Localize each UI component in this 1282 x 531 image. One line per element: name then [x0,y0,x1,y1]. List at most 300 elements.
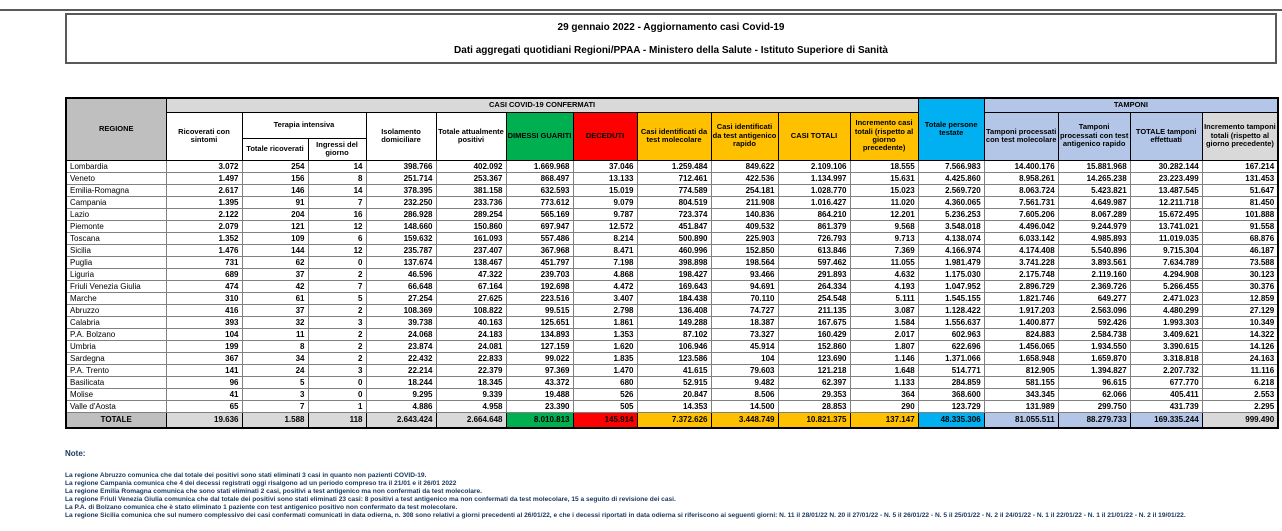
value-cell: 1.353 [573,328,637,340]
value-cell: 1.175.030 [918,268,984,280]
table-row [66,220,1278,232]
value-cell: 254 [242,160,308,172]
value-cell: 12.201 [850,208,918,220]
table-row [66,208,1278,220]
value-cell: 45.914 [711,340,778,352]
value-cell: 409.532 [711,220,778,232]
table-row [66,328,1278,340]
value-cell: 2 [308,268,366,280]
total-value-cell: 2.643.424 [366,412,436,428]
value-cell: 184.438 [637,292,711,304]
value-cell: 4.649.987 [1058,196,1130,208]
value-cell: 622.696 [918,340,984,352]
region-cell: Valle d'Aosta [66,400,166,412]
value-cell: 235.787 [366,244,436,256]
value-cell: 14 [308,184,366,196]
value-cell: 4.425.860 [918,172,984,184]
region-cell: Abruzzo [66,304,166,316]
value-cell: 8.063.724 [984,184,1058,196]
value-cell: 167.675 [778,316,850,328]
value-cell: 141 [166,364,242,376]
table-row [66,316,1278,328]
value-cell: 13.133 [573,172,637,184]
value-cell: 15.023 [850,184,918,196]
value-cell: 108.822 [436,304,506,316]
value-cell: 152.860 [778,340,850,352]
region-cell: Calabria [66,316,166,328]
value-cell: 2.471.023 [1130,292,1202,304]
value-cell: 8 [242,340,308,352]
value-cell: 96.615 [1058,376,1130,388]
total-value-cell: 145.914 [573,412,637,428]
value-cell: 27.254 [366,292,436,304]
value-cell: 4.193 [850,280,918,292]
table-row [66,184,1278,196]
region-cell: Piemonte [66,220,166,232]
value-cell: 1.128.422 [918,304,984,316]
value-cell: 731 [166,256,242,268]
total-value-cell: 88.279.733 [1058,412,1130,428]
total-label-cell: TOTALE [66,412,166,428]
region-cell: Sardegna [66,352,166,364]
value-cell: 13.741.021 [1130,220,1202,232]
region-cell: Toscana [66,232,166,244]
table-row [66,244,1278,256]
value-cell: 774.589 [637,184,711,196]
value-cell: 5 [242,376,308,388]
value-cell: 134.893 [506,328,573,340]
value-cell: 7.634.789 [1130,256,1202,268]
value-cell: 1.917.203 [984,304,1058,316]
value-cell: 91 [242,196,308,208]
region-cell: Basilicata [66,376,166,388]
value-cell: 24.163 [1202,352,1278,364]
col-header-tamponi-molecolare: Tamponi processati con test molecolare [984,112,1058,160]
region-cell: Lombardia [66,160,166,172]
value-cell: 2 [308,304,366,316]
value-cell: 121.218 [778,364,850,376]
value-cell: 65 [166,400,242,412]
value-cell: 233.736 [436,196,506,208]
col-header-incremento-tamponi: Incremento tamponi totali (rispetto al giorno precedente) [1202,112,1278,160]
value-cell: 47.322 [436,268,506,280]
value-cell: 689 [166,268,242,280]
value-cell: 402.092 [436,160,506,172]
report-title: 29 gennaio 2022 - Aggiornamento casi Covid-19 [557,22,785,33]
value-cell: 7.566.983 [918,160,984,172]
value-cell: 9.482 [711,376,778,388]
value-cell: 474 [166,280,242,292]
value-cell: 1.146 [850,352,918,364]
table-row [66,160,1278,172]
value-cell: 23.874 [366,340,436,352]
value-cell: 6 [308,232,366,244]
region-cell: Marche [66,292,166,304]
value-cell: 381.158 [436,184,506,196]
value-cell: 2.207.732 [1130,364,1202,376]
region-cell: Veneto [66,172,166,184]
value-cell: 67.164 [436,280,506,292]
value-cell: 5.423.821 [1058,184,1130,196]
value-cell: 46.596 [366,268,436,280]
col-header-casi-totali: CASI TOTALI [778,112,850,160]
table-row [66,292,1278,304]
region-cell: P.A. Bolzano [66,328,166,340]
value-cell: 125.651 [506,316,573,328]
value-cell: 198.564 [711,256,778,268]
value-cell: 398.898 [637,256,711,268]
value-cell: 12.211.718 [1130,196,1202,208]
value-cell: 81.450 [1202,196,1278,208]
value-cell: 24 [242,364,308,376]
value-cell: 61 [242,292,308,304]
value-cell: 87.102 [637,328,711,340]
col-header-attualmente-positivi: Totale attualmente positivi [436,112,506,160]
value-cell: 30.282.144 [1130,160,1202,172]
value-cell: 46.187 [1202,244,1278,256]
value-cell: 160.429 [778,328,850,340]
value-cell: 12 [308,244,366,256]
value-cell: 868.497 [506,172,573,184]
value-cell: 460.996 [637,244,711,256]
value-cell: 148.660 [366,220,436,232]
value-cell: 422.536 [711,172,778,184]
value-cell: 1.028.770 [778,184,850,196]
region-cell: Campania [66,196,166,208]
table-body [66,160,1278,428]
total-value-cell: 1.588 [242,412,308,428]
col-header-isolamento: Isolamento domiciliare [366,112,436,160]
region-cell: P.A. Trento [66,364,166,376]
value-cell: 2.563.096 [1058,304,1130,316]
value-cell: 8.214 [573,232,637,244]
value-cell: 1.352 [166,232,242,244]
total-value-cell: 48.335.306 [918,412,984,428]
col-header-tamponi-antigenico: Tamponi processati con test antigenico rapido [1058,112,1130,160]
region-cell: Sicilia [66,244,166,256]
value-cell: 3.409.621 [1130,328,1202,340]
value-cell: 581.155 [984,376,1058,388]
value-cell: 367.968 [506,244,573,256]
value-cell: 73.588 [1202,256,1278,268]
value-cell: 2.896.729 [984,280,1058,292]
group-header-casi-confermati: CASI COVID-19 CONFERMATI [166,98,918,112]
value-cell: 152.850 [711,244,778,256]
value-cell: 22.432 [366,352,436,364]
value-cell: 123.729 [918,400,984,412]
value-cell: 15.672.495 [1130,208,1202,220]
value-cell: 8.471 [573,244,637,256]
value-cell: 12.572 [573,220,637,232]
value-cell: 106.946 [637,340,711,352]
value-cell: 7.605.206 [984,208,1058,220]
value-cell: 27.625 [436,292,506,304]
value-cell: 1.016.427 [778,196,850,208]
value-cell: 9.244.979 [1058,220,1130,232]
value-cell: 4.166.974 [918,244,984,256]
value-cell: 2.109.106 [778,160,850,172]
value-cell: 34 [242,352,308,364]
col-header-incremento-casi: Incremento casi totali (rispetto al giorno precedente) [850,112,918,160]
value-cell: 5.540.896 [1058,244,1130,256]
value-cell: 7.369 [850,244,918,256]
value-cell: 2.017 [850,328,918,340]
value-cell: 23.390 [506,400,573,412]
value-cell: 254.548 [778,292,850,304]
value-cell: 51.647 [1202,184,1278,196]
value-cell: 2.295 [1202,400,1278,412]
value-cell: 2.122 [166,208,242,220]
value-cell: 30.123 [1202,268,1278,280]
value-cell: 1.476 [166,244,242,256]
value-cell: 1.669.968 [506,160,573,172]
value-cell: 2 [308,340,366,352]
value-cell: 211.135 [778,304,850,316]
value-cell: 4.886 [366,400,436,412]
value-cell: 91.558 [1202,220,1278,232]
value-cell: 677.770 [1130,376,1202,388]
region-cell: Umbria [66,340,166,352]
value-cell: 42 [242,280,308,292]
value-cell: 29.353 [778,388,850,400]
value-cell: 204 [242,208,308,220]
value-cell: 264.334 [778,280,850,292]
region-cell: Lazio [66,208,166,220]
value-cell: 2.119.160 [1058,268,1130,280]
value-cell: 505 [573,400,637,412]
value-cell: 169.643 [637,280,711,292]
value-cell: 62.066 [1058,388,1130,400]
total-value-cell: 999.490 [1202,412,1278,428]
value-cell: 597.462 [778,256,850,268]
value-cell: 4.985.893 [1058,232,1130,244]
value-cell: 9.787 [573,208,637,220]
value-cell: 1.133 [850,376,918,388]
value-cell: 310 [166,292,242,304]
value-cell: 131.453 [1202,172,1278,184]
value-cell: 41 [166,388,242,400]
value-cell: 286.928 [366,208,436,220]
value-cell: 121 [242,220,308,232]
value-cell: 4.472 [573,280,637,292]
value-cell: 9.715.304 [1130,244,1202,256]
notes-label: Note: [65,448,86,458]
value-cell: 123.690 [778,352,850,364]
value-cell: 237.407 [436,244,506,256]
value-cell: 18.345 [436,376,506,388]
value-cell: 2.079 [166,220,242,232]
value-cell: 3.072 [166,160,242,172]
value-cell: 146 [242,184,308,196]
value-cell: 104 [711,352,778,364]
value-cell: 405.411 [1130,388,1202,400]
value-cell: 0 [308,256,366,268]
value-cell: 1.807 [850,340,918,352]
value-cell: 804.519 [637,196,711,208]
total-value-cell: 8.010.813 [506,412,573,428]
group-header-terapia-intensiva: Terapia intensiva [242,112,366,138]
value-cell: 4.360.065 [918,196,984,208]
value-cell: 15.019 [573,184,637,196]
note-item: La regione Emilia Romagna comunica che sono stati eliminati 2 casi, positivi a test antigenico ma non confermati da test molecolare. [65,487,482,495]
value-cell: 1.134.997 [778,172,850,184]
value-cell: 3 [242,388,308,400]
value-cell: 4.138.074 [918,232,984,244]
value-cell: 192.698 [506,280,573,292]
value-cell: 3.407 [573,292,637,304]
note-item: La regione Abruzzo comunica che dal totale dei positivi sono stati eliminati 3 casi in quanto non pazienti COVID-19. [65,471,427,479]
value-cell: 123.586 [637,352,711,364]
value-cell: 1.659.870 [1058,352,1130,364]
value-cell: 27.129 [1202,304,1278,316]
table-row [66,388,1278,400]
value-cell: 291.893 [778,268,850,280]
value-cell: 108.369 [366,304,436,316]
value-cell: 97.369 [506,364,573,376]
total-value-cell: 19.636 [166,412,242,428]
total-value-cell: 7.372.626 [637,412,711,428]
value-cell: 7 [242,400,308,412]
value-cell: 11.020 [850,196,918,208]
col-header-ricoverati: Ricoverati con sintomi [166,112,242,160]
value-cell: 1.259.484 [637,160,711,172]
value-cell: 15.881.968 [1058,160,1130,172]
value-cell: 3.893.561 [1058,256,1130,268]
value-cell: 225.903 [711,232,778,244]
value-cell: 24.068 [366,328,436,340]
value-cell: 5.236.253 [918,208,984,220]
note-item: La regione Sicilia comunica che sul numero complessivo dei casi confermati comunicati in data odierna, n. 308 sono relativi a giorni precedenti al 26/01/22, e che i decessi riportati in data odierna si riferiscono ai seguenti giorni: N. 11 il 28/01/22 N. 20 il 27/01/22 - N. 5 il 26/01/22 - N. 5 il 25/01/22 - N. 2 il 24/01/22 - N. 1 il 22/01/22 - N. 1 il 21/01/22 - N. 2 il 19/01/22. [65,511,1186,519]
value-cell: 32 [242,316,308,328]
value-cell: 14.322 [1202,328,1278,340]
col-header-dimessi-guariti: DIMESSI GUARITI [506,112,573,160]
value-cell: 96 [166,376,242,388]
value-cell: 41.615 [637,364,711,376]
value-cell: 43.372 [506,376,573,388]
value-cell: 416 [166,304,242,316]
value-cell: 19.488 [506,388,573,400]
value-cell: 773.612 [506,196,573,208]
value-cell: 613.846 [778,244,850,256]
value-cell: 290 [850,400,918,412]
value-cell: 101.888 [1202,208,1278,220]
value-cell: 211.908 [711,196,778,208]
value-cell: 3.548.018 [918,220,984,232]
value-cell: 4.294.908 [1130,268,1202,280]
value-cell: 1.584 [850,316,918,328]
value-cell: 649.277 [1058,292,1130,304]
value-cell: 5.266.455 [1130,280,1202,292]
value-cell: 140.836 [711,208,778,220]
value-cell: 23.223.499 [1130,172,1202,184]
value-cell: 52.915 [637,376,711,388]
value-cell: 253.367 [436,172,506,184]
value-cell: 712.461 [637,172,711,184]
value-cell: 79.603 [711,364,778,376]
value-cell: 156 [242,172,308,184]
value-cell: 11 [242,328,308,340]
value-cell: 824.883 [984,328,1058,340]
value-cell: 137.674 [366,256,436,268]
value-cell: 8.958.261 [984,172,1058,184]
value-cell: 1.497 [166,172,242,184]
value-cell: 5.111 [850,292,918,304]
value-cell: 1 [308,400,366,412]
value-cell: 37 [242,268,308,280]
value-cell: 12.859 [1202,292,1278,304]
value-cell: 66.648 [366,280,436,292]
value-cell: 393 [166,316,242,328]
value-cell: 7 [308,196,366,208]
col-header-casi-antigenico: Casi identificati da test antigenico rapido [711,112,778,160]
note-item: La P.A. di Bolzano comunica che è stato eliminato 1 paziente con test antigenico positivo non confermato da test molecolare. [65,503,458,511]
value-cell: 602.963 [918,328,984,340]
value-cell: 697.947 [506,220,573,232]
col-header-casi-molecolare: Casi identificati da test molecolare [637,112,711,160]
value-cell: 3.390.615 [1130,340,1202,352]
value-cell: 68.876 [1202,232,1278,244]
value-cell: 514.771 [918,364,984,376]
value-cell: 500.890 [637,232,711,244]
value-cell: 199 [166,340,242,352]
value-cell: 18.555 [850,160,918,172]
value-cell: 11.055 [850,256,918,268]
value-cell: 14.126 [1202,340,1278,352]
value-cell: 367 [166,352,242,364]
value-cell: 451.847 [637,220,711,232]
value-cell: 3 [308,316,366,328]
table-row [66,352,1278,364]
value-cell: 62.397 [778,376,850,388]
value-cell: 3.087 [850,304,918,316]
value-cell: 149.288 [637,316,711,328]
value-cell: 73.327 [711,328,778,340]
value-cell: 4.868 [573,268,637,280]
value-cell: 431.739 [1130,400,1202,412]
value-cell: 632.593 [506,184,573,196]
value-cell: 723.374 [637,208,711,220]
value-cell: 451.797 [506,256,573,268]
table-row [66,232,1278,244]
value-cell: 30.376 [1202,280,1278,292]
value-cell: 94.691 [711,280,778,292]
value-cell: 2.569.720 [918,184,984,196]
value-cell: 198.427 [637,268,711,280]
total-value-cell: 3.448.749 [711,412,778,428]
value-cell: 131.989 [984,400,1058,412]
value-cell: 1.658.948 [984,352,1058,364]
table-row [66,304,1278,316]
value-cell: 104 [166,328,242,340]
value-cell: 1.648 [850,364,918,376]
col-header-totale-ricoverati: Totale ricoverati [242,138,308,160]
value-cell: 1.470 [573,364,637,376]
value-cell: 9.713 [850,232,918,244]
value-cell: 37 [242,304,308,316]
value-cell: 378.395 [366,184,436,196]
value-cell: 299.750 [1058,400,1130,412]
value-cell: 343.345 [984,388,1058,400]
value-cell: 4.480.299 [1130,304,1202,316]
value-cell: 289.254 [436,208,506,220]
value-cell: 18.387 [711,316,778,328]
value-cell: 364 [850,388,918,400]
value-cell: 1.556.637 [918,316,984,328]
value-cell: 251.714 [366,172,436,184]
value-cell: 7.198 [573,256,637,268]
value-cell: 7 [308,280,366,292]
value-cell: 127.159 [506,340,573,352]
